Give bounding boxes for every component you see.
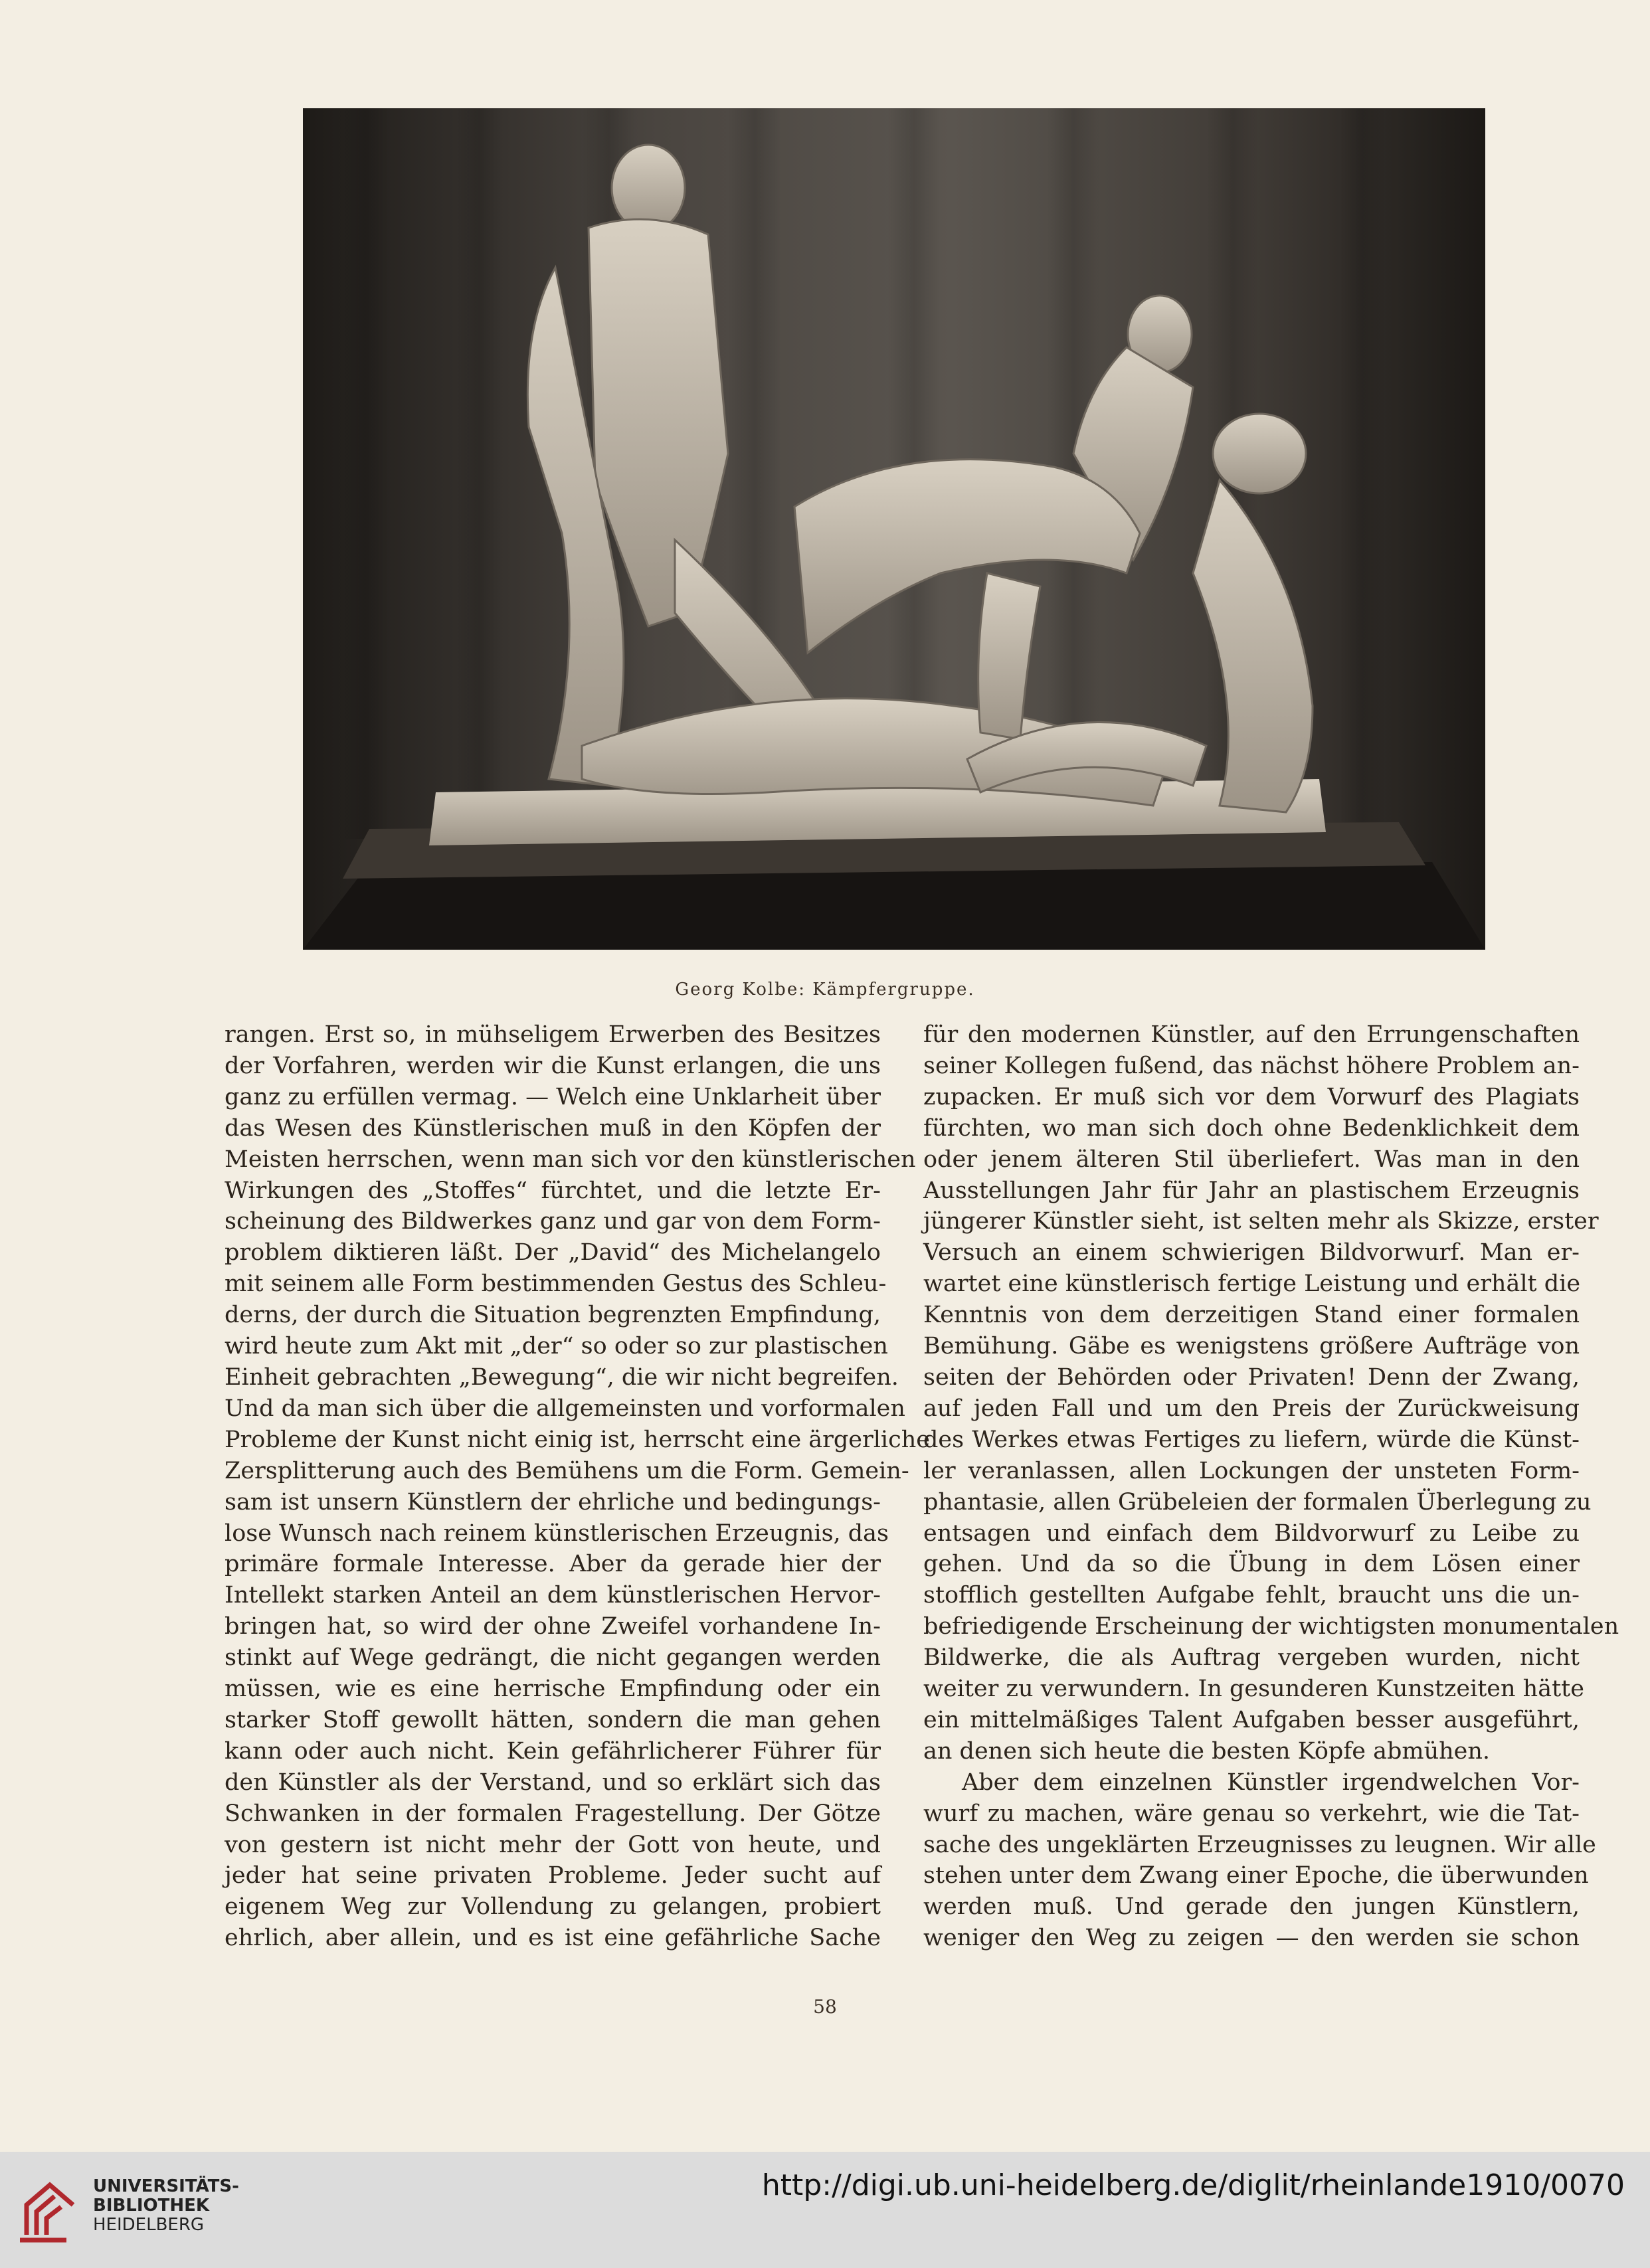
text-line: wartet eine künstlerisch fertige Leistung und erhält die [923, 1270, 1581, 1298]
text-line: gehen. Und da so die Übung in dem Lösen einer [923, 1551, 1580, 1578]
text-line: von gestern ist nicht mehr der Gott von heute, und [225, 1831, 881, 1858]
text-line: phantasie, allen Grübeleien der formalen Überlegung zu [923, 1488, 1592, 1516]
text-line: bringen hat, so wird der ohne Zweifel vorhandene In- [225, 1613, 881, 1640]
text-line: jüngerer Künstler sieht, ist selten mehr als Skizze, erster [923, 1208, 1599, 1235]
text-line: ler veranlassen, allen Lockungen der unsteten Form- [923, 1457, 1580, 1484]
text-line: werden muß. Und gerade den jungen Künstlern, [923, 1893, 1580, 1921]
text-line: fürchten, wo man sich doch ohne Bedenklichkeit dem [923, 1114, 1580, 1142]
text-line: Bemühung. Gäbe es wenigstens größere Aufträge von [923, 1333, 1580, 1360]
text-line: des Werkes etwas Fertiges zu liefern, würde die Künst- [923, 1426, 1580, 1453]
text-line: befriedigende Erscheinung der wichtigsten monumentalen [923, 1613, 1619, 1640]
text-line: Bildwerke, die als Auftrag vergeben wurden, nicht [923, 1644, 1580, 1672]
text-line: den Künstler als der Verstand, und so erklärt sich das [225, 1769, 881, 1796]
text-line: ein mittelmäßiges Talent Aufgaben besser ausgeführt, [923, 1706, 1580, 1733]
library-name [93, 2177, 239, 2235]
text-line: Meisten herrschen, wenn man sich vor den künstlerischen [225, 1146, 916, 1173]
text-line: Schwanken in der formalen Fragestellung. Der Götze [225, 1800, 881, 1827]
text-line: oder jenem älteren Stil überliefert. Was man in den [923, 1146, 1580, 1173]
library-name-line: UNIVERSITÄTS- [93, 2176, 239, 2196]
text-line: für den modernen Künstler, auf den Errungenschaften [923, 1021, 1580, 1048]
figure-caption: Georg Kolbe: Kämpfergruppe. [675, 980, 975, 1000]
text-line: wird heute zum Akt mit „der“ so oder so zur plastischen [225, 1333, 888, 1360]
text-line: kann oder auch nicht. Kein gefährlicherer Führer für [225, 1737, 881, 1765]
text-line: weiter zu verwundern. In gesunderen Kunstzeiten hätte [923, 1676, 1584, 1703]
library-name-line: BIBLIOTHEK [93, 2196, 210, 2216]
text-line: zupacken. Er muß sich vor dem Vorwurf des Plagiats [923, 1083, 1580, 1110]
text-line: der Vorfahren, werden wir die Kunst erlangen, die uns [225, 1052, 881, 1079]
text-line: Zersplitterung auch des Bemühens um die Form. Gemein- [225, 1457, 909, 1484]
text-line: ganz zu erfüllen vermag. — Welch eine Unklarheit über [225, 1083, 881, 1110]
text-line: lose Wunsch nach reinem künstlerischen Erzeugnis, das [225, 1520, 889, 1547]
text-line: scheinung des Bildwerkes ganz und gar von dem Form- [225, 1208, 881, 1235]
text-line: Wirkungen des „Stoffes“ fürchtet, und die letzte Er- [225, 1177, 881, 1204]
text-line: seiner Kollegen fußend, das nächst höhere Problem an- [923, 1052, 1580, 1079]
text-line: problem diktieren läßt. Der „David“ des Michelangelo [225, 1239, 881, 1266]
text-line: auf jeden Fall und um den Preis der Zurückweisung [923, 1395, 1580, 1422]
text-line: Intellekt starken Anteil an dem künstlerischen Hervor- [225, 1582, 881, 1609]
text-line: stofflich gestellten Aufgabe fehlt, braucht uns die un- [923, 1582, 1580, 1609]
text-line: Aber dem einzelnen Künstler irgendwelchen Vor- [962, 1769, 1580, 1796]
text-line: wurf zu machen, wäre genau so verkehrt, wie die Tat- [923, 1800, 1580, 1827]
text-line: starker Stoff gewollt hätten, sondern die man gehen [225, 1706, 881, 1733]
text-line: Kenntnis von dem derzeitigen Stand einer formalen [923, 1302, 1580, 1329]
sculpture-photo-image [303, 108, 1485, 950]
text-line: müssen, wie es eine herrische Empfindung oder ein [225, 1676, 881, 1703]
text-line: Probleme der Kunst nicht einig ist, herrscht eine ärgerliche [225, 1426, 930, 1453]
text-line: eigenem Weg zur Vollendung zu gelangen, probiert [225, 1893, 881, 1921]
text-line: mit seinem alle Form bestimmenden Gestus des Schleu- [225, 1270, 887, 1298]
text-column-left [225, 1019, 930, 1954]
text-line: sache des ungeklärten Erzeugnisses zu leugnen. Wir alle [923, 1831, 1596, 1858]
text-line: Und da man sich über die allgemeinsten und vorformalen [225, 1395, 905, 1422]
text-line: das Wesen des Künstlerischen muß in den Köpfen der [225, 1114, 881, 1142]
source-url-link[interactable]: http://digi.ub.uni-heidelberg.de/diglit/rheinlande1910/0070 [761, 2168, 1625, 2202]
text-line: ehrlich, aber allein, und es ist eine gefährliche Sache [225, 1925, 881, 1952]
text-line: primäre formale Interesse. Aber da gerade hier der [225, 1551, 881, 1578]
text-line: derns, der durch die Situation begrenzten Empfindung, [225, 1302, 881, 1329]
library-name-line: HEIDELBERG [93, 2215, 205, 2235]
text-line: weniger den Weg zu zeigen — den werden sie schon [923, 1925, 1580, 1952]
text-line: Ausstellungen Jahr für Jahr an plastischem Erzeugnis [923, 1177, 1580, 1204]
page-number: 58 [813, 1996, 837, 2018]
text-line: seiten der Behörden oder Privaten! Denn der Zwang, [923, 1363, 1580, 1391]
text-line: stehen unter dem Zwang einer Epoche, die überwunden [923, 1862, 1589, 1889]
text-line: Versuch an einem schwierigen Bildvorwurf. Man er- [923, 1239, 1580, 1266]
text-line: stinkt auf Wege gedrängt, die nicht gegangen werden [225, 1644, 881, 1672]
text-line: jeder hat seine privaten Probleme. Jeder sucht auf [225, 1862, 881, 1889]
text-column-right [923, 1019, 1619, 1954]
sculpture-photograph [303, 108, 1485, 950]
library-logo-icon [13, 2168, 86, 2248]
text-line: rangen. Erst so, in mühseligem Erwerben des Besitzes [225, 1021, 881, 1048]
text-line: entsagen und einfach dem Bildvorwurf zu Leibe zu [923, 1520, 1580, 1547]
text-line: sam ist unsern Künstlern der ehrliche und bedingungs- [225, 1488, 881, 1516]
text-line: an denen sich heute die besten Köpfe abmühen. [923, 1737, 1491, 1765]
text-line: Einheit gebrachten „Bewegung“, die wir nicht begreifen. [225, 1363, 899, 1391]
